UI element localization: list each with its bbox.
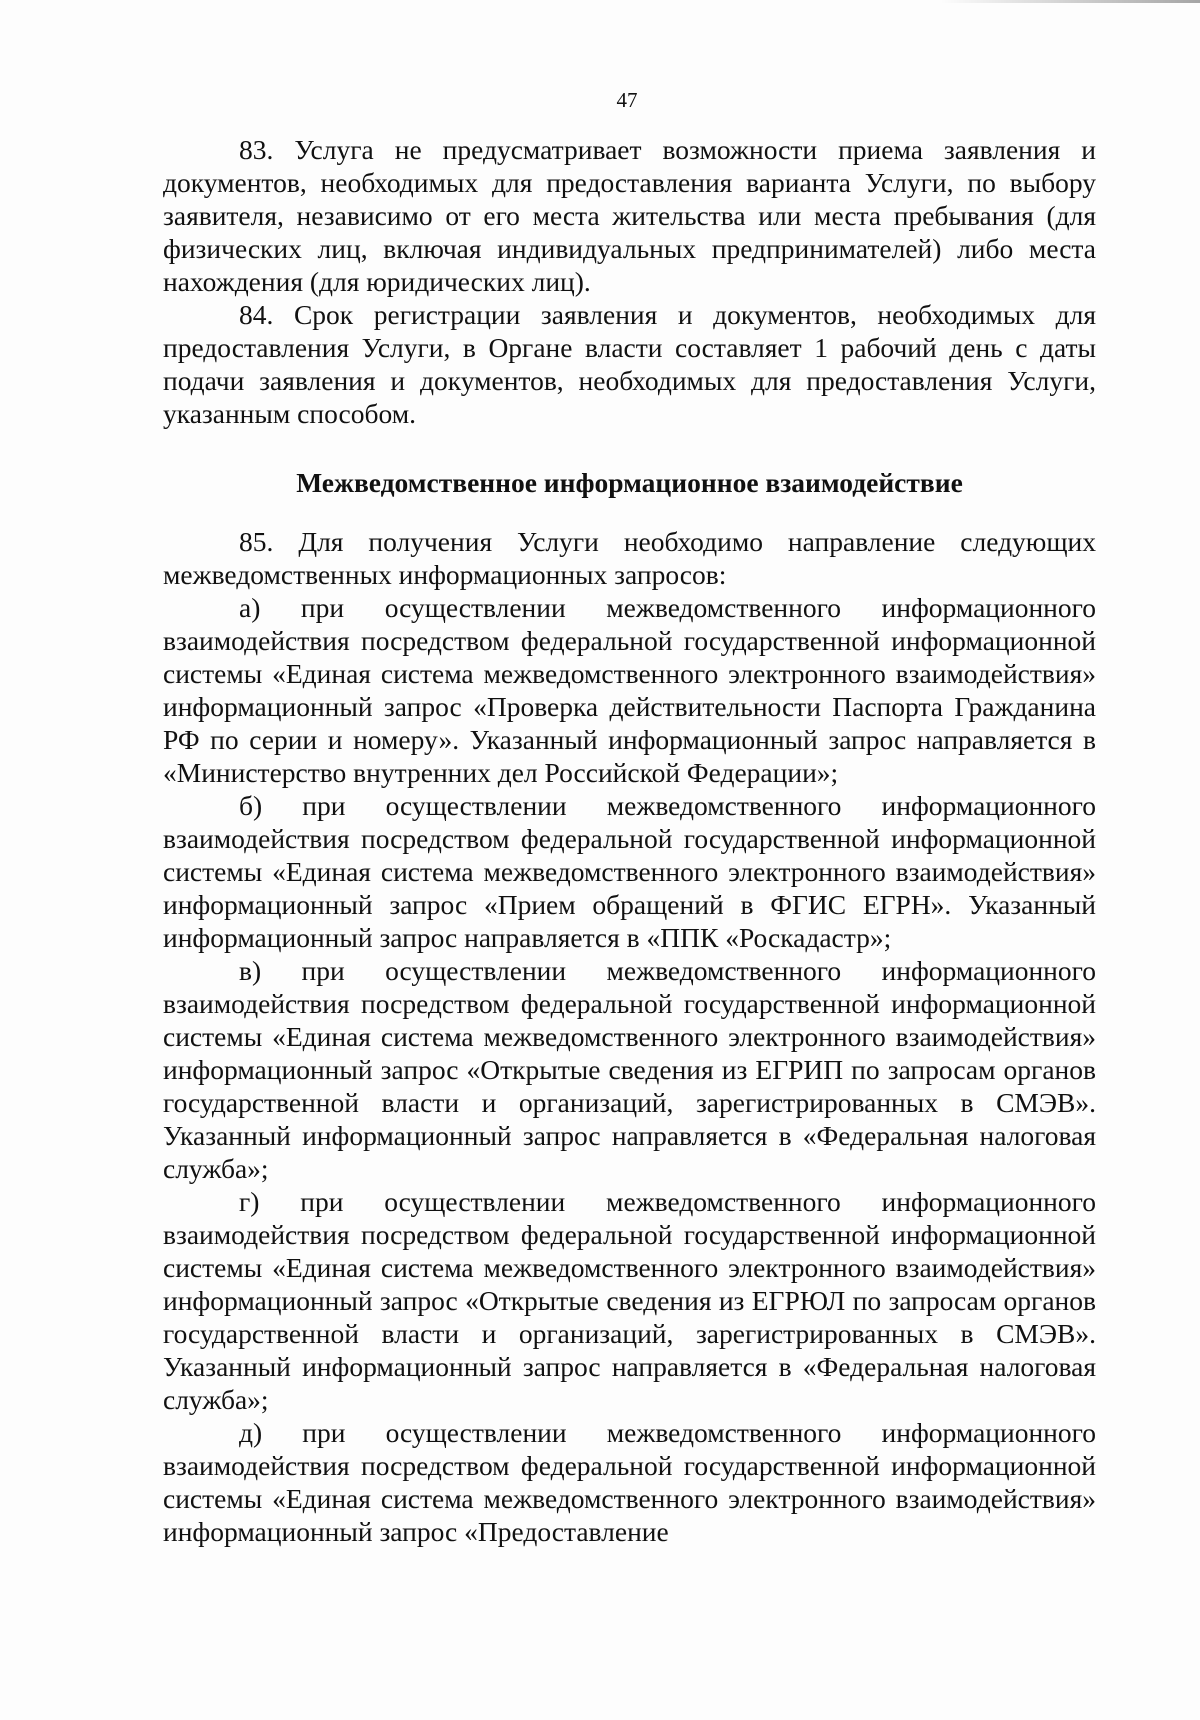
list-item-a: а) при осуществлении межведомственного информационного взаимодействия посредством федеральной государственной информационной системы «Единая система межведомственного электронного взаимодействия» информационный запрос «Проверка действительности Паспорта Гражданина РФ по серии и номеру». Указанный информационный запрос направляется в «Министерство внутренних дел Российской Федерации»; [163, 592, 1096, 788]
section-heading: Межведомственное информационное взаимодействие [296, 467, 963, 498]
paragraph-83: 83. Услуга не предусматривает возможности приема заявления и документов, необходимых для предоставления варианта Услуги, по выбору заявителя, независимо от его места жительства или места пребывания (для физических лиц, включая индивидуальных предпринимателей) либо места нахождения (для юридических лиц). [163, 134, 1096, 297]
paragraph-85: 85. Для получения Услуги необходимо направление следующих межведомственных информационных запросов: [163, 526, 1096, 590]
list-item-v: в) при осуществлении межведомственного информационного взаимодействия посредством федеральной государственной информационной системы «Единая система межведомственного электронного взаимодействия» информационный запрос «Открытые сведения из ЕГРИП по запросам органов государственной власти и организаций, зарегистрированных в СМЭВ». Указанный информационный запрос направляется в «Федеральная налоговая служба»; [163, 955, 1096, 1184]
list-item-d: д) при осуществлении межведомственного информационного взаимодействия посредством федеральной государственной информационной системы «Единая система межведомственного электронного взаимодействия» информационный запрос «Предоставление [163, 1417, 1096, 1547]
document-body [163, 133, 1096, 1548]
page-number: 47 [616, 88, 638, 112]
paragraph-84: 84. Срок регистрации заявления и документов, необходимых для предоставления Услуги, в Органе власти составляет 1 рабочий день с даты подачи заявления и документов, необходимых для предоставления Услуги, указанным способом. [163, 299, 1096, 429]
scan-edge-mark [940, 0, 1200, 3]
list-item-b: б) при осуществлении межведомственного информационного взаимодействия посредством федеральной государственной информационной системы «Единая система межведомственного электронного взаимодействия» информационный запрос «Прием обращений в ФГИС ЕГРН». Указанный информационный запрос направляется в «ППК «Роскадастр»; [163, 790, 1096, 953]
list-item-g: г) при осуществлении межведомственного информационного взаимодействия посредством федеральной государственной информационной системы «Единая система межведомственного электронного взаимодействия» информационный запрос «Открытые сведения из ЕГРЮЛ по запросам органов государственной власти и организаций, зарегистрированных в СМЭВ». Указанный информационный запрос направляется в «Федеральная налоговая служба»; [163, 1186, 1096, 1415]
